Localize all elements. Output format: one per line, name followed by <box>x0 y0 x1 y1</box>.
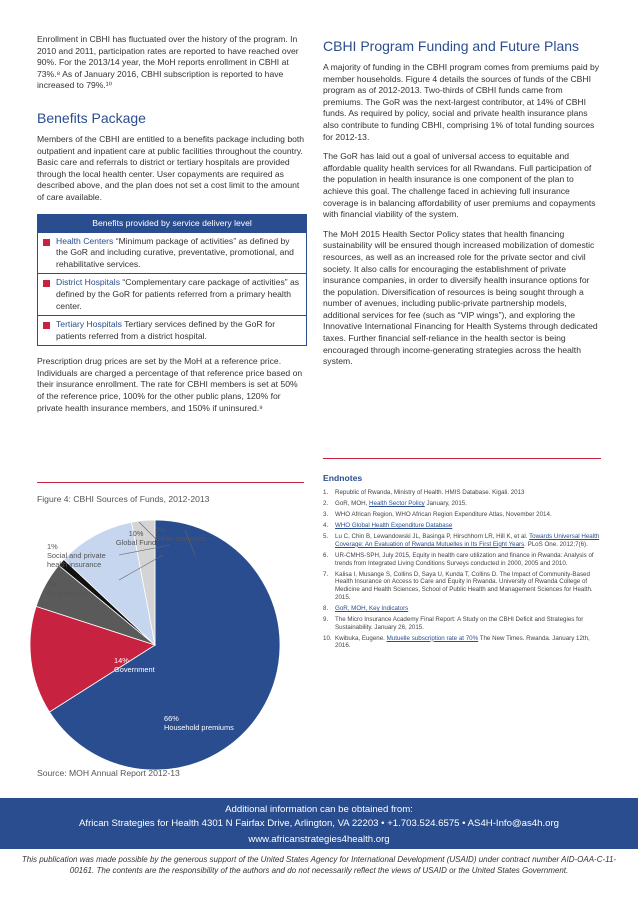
divider-rule-left <box>37 482 304 483</box>
funding-heading: CBHI Program Funding and Future Plans <box>323 38 580 54</box>
label-other-revenues-pct: 3% <box>155 525 166 534</box>
endnote-text: GoR, MOH, Health Sector Policy January, 2015. <box>335 499 467 507</box>
figure-source: Source: MOH Annual Report 2012-13 <box>37 768 180 778</box>
figure-title: Figure 4: CBHI Sources of Funds, 2012-2013 <box>37 494 210 504</box>
endnote-item <box>323 616 601 632</box>
endnote-text <box>335 522 452 530</box>
endnote-number: 1. <box>323 489 329 496</box>
endnotes-heading: Endnotes <box>323 473 363 483</box>
endnote-number: 6. <box>323 551 329 559</box>
endnote-item <box>323 552 601 568</box>
benefits-table <box>37 214 307 347</box>
funding-paragraph-1: A majority of funding in the CBHI program comes from premiums paid by member households. Figure 4 details the sources of funds of the CBHI program as of 2012-2013. Two-thirds of CBHI funds came from premiums. The GoR was the next-largest contributor, at 14% of CBHI funds. As required by policy, social and private health insurance plans also contribute to funding CBHI, comprising 1% of total funding sources for 2012-13. <box>323 62 600 142</box>
label-global-fund-pct: 10% <box>128 529 144 538</box>
endnote-item <box>323 500 601 508</box>
footer-contact[interactable]: African Strategies for Health 4301 N Fairfax Drive, Arlington, VA 22203 • +1.703.524.6575 • AS4H-Info@as4h.org <box>79 818 559 829</box>
endnote-text <box>335 605 408 613</box>
endnote-number: 2. <box>323 499 329 507</box>
endnote-number: 9. <box>323 615 329 623</box>
left-column <box>37 34 307 414</box>
term-tertiary-hospitals: Tertiary Hospitals <box>56 319 122 330</box>
row-text: Tertiary services defined by the GoR for patients referred from a district hospital. <box>56 319 276 341</box>
benefits-row-health-centers <box>38 232 306 274</box>
endnote-number: 4. <box>323 521 329 529</box>
benefits-row-district-hospitals <box>38 273 306 315</box>
label-household-premiums-pct: 66% <box>164 714 179 723</box>
endnote-text: Republic of Rwanda, Ministry of Health. HMIS Database. Kigali. 2013 <box>335 489 525 496</box>
label-household-premiums <box>164 714 234 732</box>
benefits-paragraph: Members of the CBHI are entitled to a benefits package including both outpatient and inpatient care at public facilities throughout the country. Basic care and referrals to district or tertiary hospitals are provided through the local health center. User copayments are required as described above, and the plan does not set a cost limit to the amount of care available. <box>37 133 305 202</box>
endnote-item <box>323 635 601 651</box>
funding-paragraph-2: The GoR has laid out a goal of universal access to equitable and affordable quality health services for all Rwandans. Full participation of the population in health insurance is one component of the plan to achieve this goal. The challenge faced in achieving full insurance coverage is in balancing affordability of user premiums and copayments with financial viability of the system. <box>323 151 596 220</box>
endnote-item <box>323 533 601 549</box>
endnote-link[interactable]: GoR, MOH, Key Indicators <box>335 604 409 612</box>
endnote-link[interactable]: Towards Universal Health Coverage: An Evaluation of Rwanda Mutuelles in Its First Eight Years <box>335 532 600 548</box>
footer-line-1: Additional information can be obtained from: <box>225 804 413 815</box>
bullet-square-icon <box>43 280 50 287</box>
label-government-pct: 14% <box>114 656 129 665</box>
enrollment-paragraph: Enrollment in CBHI has fluctuated over the history of the program. In 2010 and 2011, participation rates are reported to have reached over 90%. For the 2013/14 year, the MoH reports enrollment in CBHI at 73%.⁸ As of January 2016, CBHI subscription is reported to have increased to 79%.¹⁰ <box>37 34 299 91</box>
divider-rule-right <box>323 458 601 459</box>
endnote-text: Kwibuka, Eugene. Mutuelle subscription rate at 70% The New Times. Rwanda. January 12th, 2016. <box>335 634 590 650</box>
benefits-row-tertiary-hospitals <box>38 315 306 345</box>
label-government <box>114 656 155 674</box>
benefits-table-header: Benefits provided by service delivery level <box>38 215 306 232</box>
term-district-hospitals: District Hospitals <box>56 277 120 288</box>
footer-website-link[interactable]: www.africanstrategies4health.org <box>248 834 390 845</box>
label-other-revenues-name: Other revenues <box>155 534 206 543</box>
endnote-number: 3. <box>323 510 329 518</box>
endnote-link[interactable]: WHO Global Health Expenditure Database <box>335 521 453 529</box>
endnote-number: 8. <box>323 604 329 612</box>
term-health-centers: Health Centers <box>56 235 114 246</box>
label-household-premiums-name: Household premiums <box>164 723 234 732</box>
endnote-item <box>323 489 601 497</box>
endnote-text: Lu C, Chin B, Lewandowski JL, Basinga P, Hirschhorn LR, Hill K, et al. Towards Universal Health Coverage: An Evaluation of Rwanda Mutuelles in Its First Eight Years. PLoS One. 2012;7(6). <box>335 532 600 548</box>
funding-paragraph-3: The MoH 2015 Health Sector Policy states that health financing sustainability will be ensured though increased mobilization of domestic resources, as well as an increased role for the private sector and civil society. It also calls for encouraging the establishment of private insurance companies, in order to diversify health insurance options for the population. Diversification of resources is being sought through a number of avenues, including public-private partnership models, additional services for fee (such as “VIP wings”), and exploring the Innovative International Financing for Health Systems through dedicated taxes. Further financial self-reliance in the health sector is being encouraged through income-generating strategies across the health system. <box>323 228 598 367</box>
bullet-square-icon <box>43 239 50 246</box>
bullet-square-icon <box>43 322 50 329</box>
endnotes-list <box>323 489 601 650</box>
endnote-item <box>323 522 601 530</box>
endnote-text: The Micro Insurance Academy Final Report: A Study on the CBHI Deficit and Strategies for Sustainability. January 26, 2015. <box>335 615 584 631</box>
label-co-payment-pct: 6% <box>47 580 58 589</box>
endnote-link[interactable]: Health Sector Policy <box>369 499 425 507</box>
endnotes <box>323 473 601 653</box>
benefits-heading: Benefits Package <box>37 109 146 126</box>
label-global-fund-name: Global Fund <box>115 538 157 547</box>
row-text: “Complementary care package of activities” as defined by the GoR for patients referred from a primary health center. <box>56 277 300 311</box>
row-text: “Minimum package of activities” as defined by the GoR and including curative, preventative, promotional, and rehabilitative services. <box>56 235 294 269</box>
label-insurance-name: Social and private health insurance <box>47 551 106 569</box>
endnote-number: 10. <box>323 634 332 642</box>
label-government-name: Government <box>114 665 155 674</box>
label-co-payment <box>47 580 87 598</box>
endnote-text: WHO African Region, WHO African Region Expenditure Atlas, November 2014. <box>335 510 552 518</box>
right-column <box>323 34 601 376</box>
label-insurance <box>47 542 117 569</box>
endnote-text: Kalisa I, Musange S, Collins D, Saya U, Kunda T, Collins D. The Impact of Community-Based Health Insurance on Access to Care and Equity in Rwanda. University of Rwanda College of Medicine and Health Sciences, School of Public Health and Management Sciences for Health. 2015. <box>335 570 593 601</box>
label-co-payment-name: Co-payment <box>47 589 88 598</box>
endnote-text: UR-CMHS-SPH, July 2015, Equity in health care utilization and finance in Rwanda: Analysis of trends from Integrated Living Conditions Surveys conducted in 2000, 2005 and 2010. <box>335 551 594 567</box>
disclaimer: This publication was made possible by the generous support of the United States Agency for International Development (USAID) under contract number AID-OAA-C-11-00161. The contents are the responsibility of the authors and do not necessarily reflect the views of USAID or the United States Government. <box>21 855 617 875</box>
endnote-number: 7. <box>323 570 329 578</box>
endnote-item <box>323 571 601 602</box>
endnote-item <box>323 511 601 519</box>
label-insurance-pct: 1% <box>47 542 58 551</box>
footer-banner <box>0 798 638 849</box>
endnote-item <box>323 605 601 613</box>
endnote-link[interactable]: Mutuelle subscription rate at 70% <box>386 634 479 642</box>
endnote-number: 5. <box>323 532 329 540</box>
prescription-paragraph: Prescription drug prices are set by the MoH at a reference price. Individuals are charged a percentage of that reference price based on their insurance enrollment. The rate for CBHI members is set at 50% of the reference price, 100% for the other public plans, 120% for private health insurance members, and 150% if uninsured.⁹ <box>37 356 303 413</box>
label-other-revenues <box>155 525 206 543</box>
